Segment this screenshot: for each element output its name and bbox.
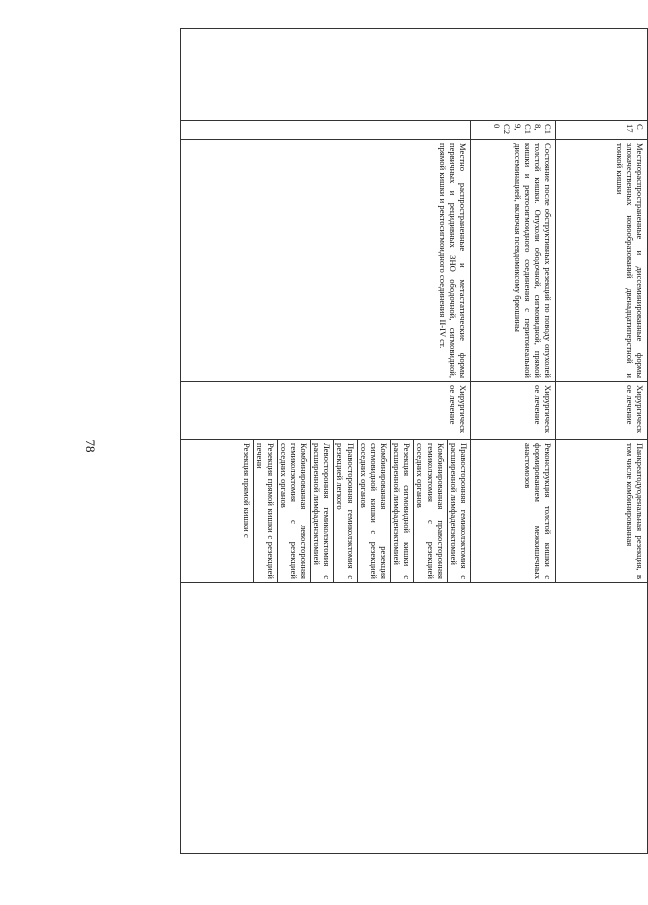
method-item: Левосторонняя гемиколэктомия с расширенной лимфаденэктомией xyxy=(310,440,333,582)
treatment-table xyxy=(180,28,648,854)
diagnosis-cell: Местно распространенные и метастатические формы первичных и рецидивных ЗНО ободочной, сигмовидной, прямой кишки и ректосигмоидного соединения II-IV ст. xyxy=(181,140,471,382)
method-item: Резекция сигмовидной кишки с расширенной лимфаденэктомией xyxy=(390,440,413,582)
method-item: Резекция прямой кишки с xyxy=(242,443,253,538)
method-item: Резекция прямой кишки с резекцией печени xyxy=(253,440,276,582)
code-cell: C 17 xyxy=(556,121,648,140)
diagnosis-cell: Состояние после обструктивных резекций по поводу опухолей толстой кишки. Опухоли ободочной, сигмовидной, прямой кишки и ректосигмоидного соединения с перитонеальной диссеминацией, включая псевдомиксому брюшины xyxy=(471,140,556,382)
code-cell xyxy=(181,121,471,140)
treatment-type-cell: Хирургическое лечение xyxy=(556,382,648,440)
page-number: 78 xyxy=(83,439,98,453)
diagnosis-cell: Местнораспространенные и диссеминированные формы злокачественных новообразований двенадцатиперстной и тонкой кишки xyxy=(556,140,648,382)
empty-number-cell xyxy=(181,29,648,121)
method-item: Комбинированная резекция сигмовидной кишки с резекцией соседних органов xyxy=(357,440,390,582)
method-list-cell xyxy=(181,440,471,583)
treatment-type-cell: Хирургическое лечение xyxy=(181,382,471,440)
method-cell: Панкреатодуоденальная резекция, в том числе комбинированная xyxy=(556,440,648,583)
code-cell: C18, C19, C20 xyxy=(471,121,556,140)
table-row xyxy=(556,29,648,854)
rotated-page-content xyxy=(181,28,648,853)
method-item: Правосторонняя гемиколэктомия с резекцией легкого xyxy=(333,440,356,582)
method-item: Правосторонняя гемиколэктомия с расширенной лимфаденэктомией xyxy=(447,440,470,582)
method-item: Комбинированная правосторонняя гемиколэктомия с резекцией соседних органов xyxy=(413,440,446,582)
empty-description-cell xyxy=(181,583,648,854)
treatment-type-cell: Хирургическое лечение xyxy=(471,382,556,440)
method-cell: Реконструкция толстой кишки с формированием межкишечных анастомозов xyxy=(471,440,556,583)
method-item: Комбинированная левосторонняя гемиколэктомия с резекцией соседних органов xyxy=(277,440,310,582)
